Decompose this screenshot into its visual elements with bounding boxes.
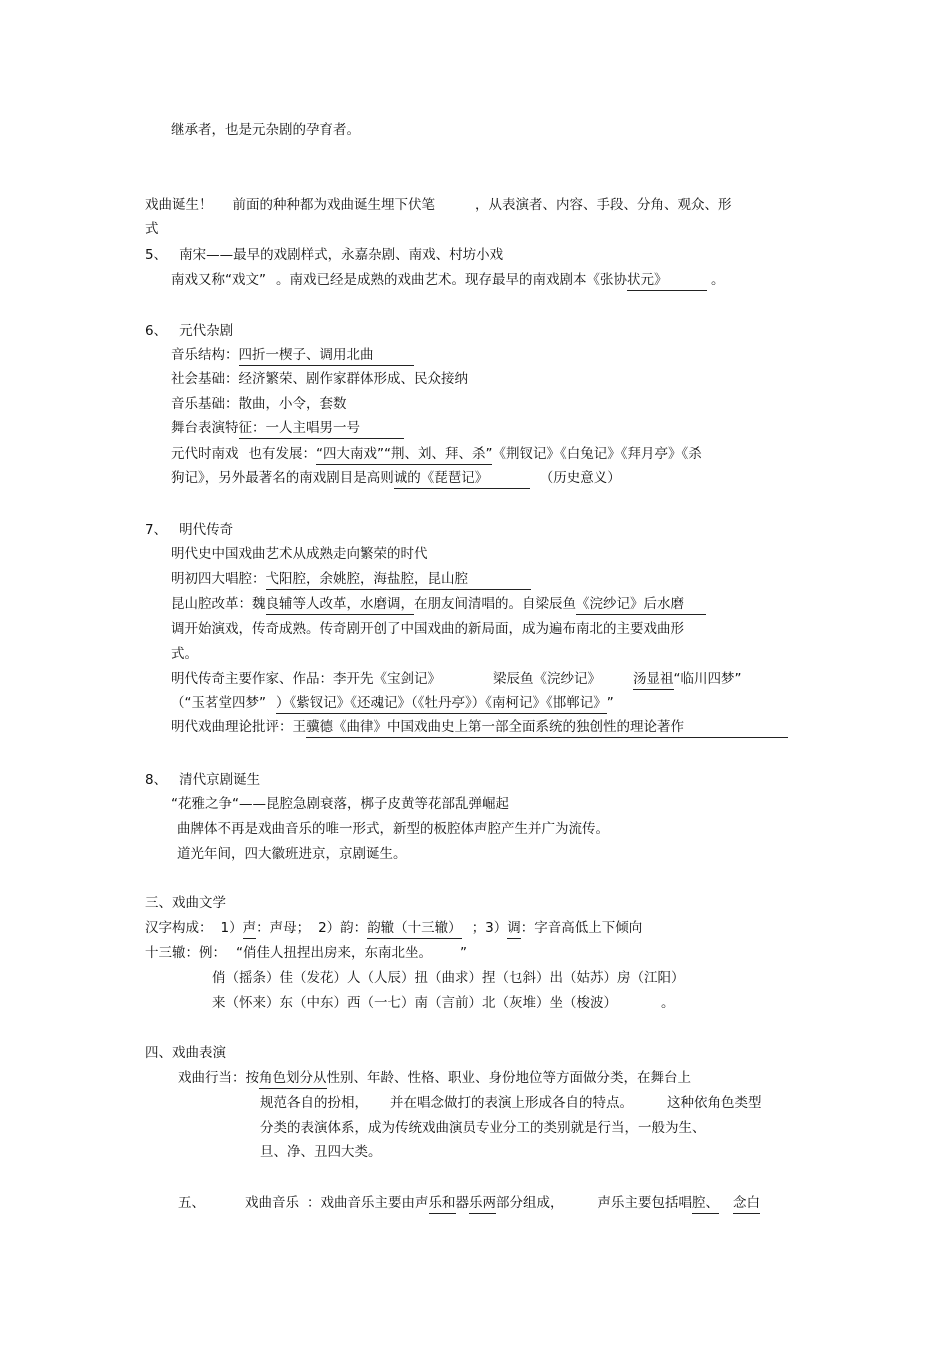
- section-number: 6、: [145, 323, 168, 339]
- text: ：戏曲音乐主要由声: [307, 1195, 429, 1211]
- text: ：字音高低上下倾向: [520, 920, 643, 936]
- section-8-heading: [145, 771, 260, 789]
- section-number: 5、: [145, 247, 168, 263]
- text: 也有发展：: [248, 446, 316, 462]
- text: 这种依角色类型: [667, 1095, 762, 1111]
- s6-stage-feature: [171, 419, 404, 439]
- text: ”: [606, 695, 614, 711]
- text: （历史意义）: [539, 470, 621, 486]
- text: 明代戏曲理论批评：王: [171, 719, 306, 735]
- underlined-text: 调: [507, 919, 521, 939]
- section-6-heading: [145, 322, 233, 340]
- text: 部分组成，: [496, 1195, 564, 1211]
- section-title: 三、戏曲文学: [145, 895, 226, 911]
- text: 旦、净、丑四大类。: [260, 1144, 382, 1160]
- text: 十三辙：例：: [145, 945, 226, 961]
- text: 。: [661, 995, 675, 1011]
- text: 前面的种种都为戏曲诞生埋下伏笔: [232, 197, 435, 213]
- text: ：声母；: [256, 920, 311, 936]
- text: 南戏又称“戏文”: [171, 272, 266, 288]
- section-3-heading: [145, 894, 226, 912]
- text: 式。: [171, 646, 198, 662]
- text: 规范各自的扮相，: [260, 1095, 368, 1111]
- text: ”: [460, 945, 467, 961]
- section-5b-line: [178, 1194, 760, 1214]
- section-title: 戏曲音乐: [245, 1195, 299, 1211]
- s7-line-5: [171, 645, 198, 663]
- text: （“玉茗堂四梦”: [171, 695, 266, 711]
- text: 戏曲行当：按: [178, 1070, 259, 1086]
- underlined-text: 弋阳腔，余姚腔，海盐腔，昆山腔: [266, 570, 531, 590]
- section-number: 7、: [145, 522, 168, 538]
- text: 社会基础：经济繁荣、剧作家群体形成、民众接纳: [171, 371, 468, 387]
- text: “临川四梦”: [673, 671, 742, 687]
- text: 明初四大唱腔：: [171, 571, 266, 587]
- text: 俏（摇条）佳（发花）人（人辰）扭（曲求）捏（乜斜）出（姑苏）房（江阳）: [212, 970, 685, 986]
- s7-line-1: [171, 545, 428, 563]
- underlined-text: ）《紫钗记》《还魂记》（《牡丹亭》）《南柯记》《邯郸记》: [276, 694, 607, 714]
- text: 调开始演戏，传奇成熟。传奇剧开创了中国戏曲的新局面，成为遍布南北的主要戏曲形: [171, 621, 684, 637]
- s4-line-3: [260, 1119, 706, 1137]
- text: ；3）: [471, 920, 508, 936]
- text: 继承者，也是元杂剧的孕育者。: [171, 122, 360, 138]
- section-title: 元代杂剧: [179, 323, 234, 339]
- text: 。: [711, 272, 725, 288]
- text: 式: [145, 221, 159, 237]
- text: 汉字构成：: [145, 920, 213, 936]
- section-5-heading: [145, 246, 503, 264]
- s7-line-4: [171, 620, 684, 638]
- underlined-text: 良辅等人改革，水磨调，: [266, 595, 415, 615]
- section-number: 8、: [145, 772, 168, 788]
- text: 元代时南戏: [171, 446, 239, 462]
- text: 分类的表演体系，成为传统戏曲演员专业分工的类别就是行当，一般为生、: [260, 1120, 706, 1136]
- underlined-text: 诚的《琵琶记》: [394, 469, 530, 489]
- text: 《荆钗记》《白兔记》《拜月亭》《杀: [492, 446, 702, 462]
- underlined-text: 乐和: [429, 1194, 456, 1214]
- text: 梁辰鱼《浣纱记》: [493, 671, 601, 687]
- intro-line: [171, 121, 360, 139]
- section-title: 明代传奇: [179, 522, 234, 538]
- underlined-text: 状元》: [627, 271, 707, 291]
- s7-line-8: [171, 718, 788, 738]
- s7-line-7: [171, 694, 614, 714]
- text: 。南戏已经是成熟的戏曲艺术。现存最早的南戏剧本《张协: [276, 272, 627, 288]
- text: 音乐结构：: [171, 347, 239, 363]
- underlined-text: 念白: [733, 1194, 760, 1214]
- s7-line-6: [171, 670, 742, 690]
- text: 2）韵：: [318, 920, 368, 936]
- underlined-text: 骥德《曲律》中国戏曲史上第一部全面系统的独创性的理论著作: [306, 718, 788, 738]
- text: 1）: [220, 920, 243, 936]
- underlined-text: 角色划分从: [259, 1069, 327, 1089]
- s6-social-basis: [171, 370, 468, 388]
- s8-line-2: [177, 820, 609, 838]
- text: “俏佳人扭捏出房来，东南北坐。: [236, 945, 432, 961]
- s8-line-1: [171, 795, 509, 813]
- text: 舞台表演特: [171, 420, 239, 436]
- s6-music-basis: [171, 395, 347, 413]
- text: 音乐基础：散曲，小令，套数: [171, 396, 347, 412]
- text: 来（怀来）东（中东）西（一七）南（言前）北（灰堆）坐（梭波）: [212, 995, 617, 1011]
- text: 昆山腔改革：魏: [171, 596, 266, 612]
- s6-nanxi-line-2: [171, 469, 621, 489]
- text: 声乐主要包括唱: [597, 1195, 692, 1211]
- text: “花雅之争“——昆腔急剧衰落，梆子皮黄等花部乱弹崛起: [171, 796, 509, 812]
- text: 明代传奇主要作家、作品：李开先《宝剑记》: [171, 671, 441, 687]
- underlined-text: 四折一楔子、调用北曲: [239, 346, 414, 366]
- underlined-text: 汤显祖: [633, 670, 674, 690]
- section-title: 南宋——最早的戏剧样式，永嘉杂剧、南戏、村坊小戏: [179, 247, 504, 263]
- birth-line-2: [145, 220, 159, 238]
- text: 器: [455, 1195, 469, 1211]
- text: 在朋友间清唱的。自梁辰鱼: [414, 596, 576, 612]
- birth-line-1: [145, 196, 732, 214]
- s8-line-3: [177, 845, 407, 863]
- s7-line-2: [171, 570, 531, 590]
- s4-line-1: [178, 1069, 691, 1089]
- s3-line-4: [212, 994, 675, 1012]
- text: ，从表演者、内容、手段、分角、观众、形: [475, 197, 732, 213]
- s4-line-4: [260, 1143, 382, 1161]
- s3-line-2: [145, 944, 467, 962]
- s6-music-structure: [171, 346, 414, 366]
- text: 狗记》，另外最著名的南戏剧目是高则: [171, 470, 394, 486]
- section-title: 四、戏曲表演: [145, 1045, 226, 1061]
- section-5-line-1: [171, 271, 725, 291]
- s7-line-3: [171, 595, 706, 615]
- s6-nanxi-line-1: [171, 445, 702, 465]
- underlined-text: 声: [243, 919, 257, 939]
- underlined-text: 乐两: [469, 1194, 496, 1214]
- s3-line-1: [145, 919, 642, 939]
- text: 并在唱念做打的表演上形成各自的特点。: [390, 1095, 633, 1111]
- underlined-text: 征：一人主唱男一号: [239, 419, 404, 439]
- text: 性别、年龄、性格、职业、身份地位等方面做分类，在舞台上: [326, 1070, 691, 1086]
- section-4-heading: [145, 1044, 226, 1062]
- text: 戏曲诞生！: [145, 197, 213, 213]
- s3-line-3: [212, 969, 685, 987]
- s4-line-2: [260, 1094, 762, 1112]
- underlined-text: “四大南戏”“荆、刘、拜、杀”: [316, 445, 492, 465]
- text: 曲牌体不再是戏曲音乐的唯一形式，新型的板腔体声腔产生并广为流传。: [177, 821, 609, 837]
- section-title: 清代京剧诞生: [179, 772, 261, 788]
- underlined-text: 韵辙（十三辙）: [367, 919, 462, 939]
- section-7-heading: [145, 521, 233, 539]
- underlined-text: 《浣纱记》后水磨: [576, 595, 706, 615]
- underlined-text: 腔、: [692, 1194, 719, 1214]
- text: 明代史中国戏曲艺术从成熟走向繁荣的时代: [171, 546, 428, 562]
- text: 道光年间，四大徽班进京，京剧诞生。: [177, 846, 407, 862]
- section-number: 五、: [178, 1195, 205, 1211]
